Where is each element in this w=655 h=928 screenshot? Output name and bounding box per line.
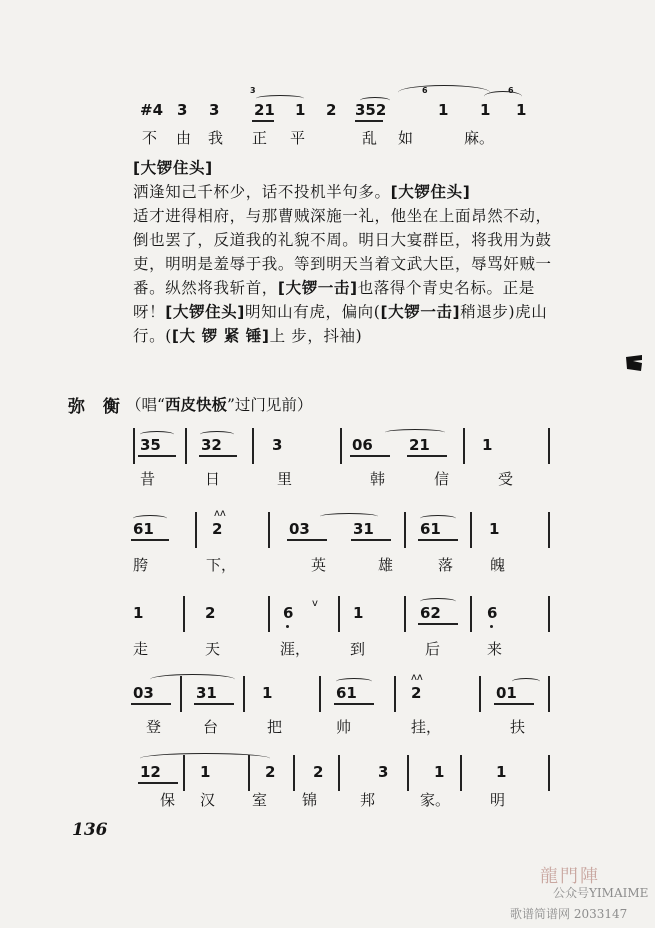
lyric: 把 <box>267 718 283 736</box>
lyric: 涯， <box>280 640 311 658</box>
slur <box>320 513 378 520</box>
low-octave-dot <box>286 625 289 628</box>
lyric: 室 <box>252 791 268 809</box>
lyric: 如 <box>398 129 414 147</box>
barline <box>548 512 550 548</box>
barline <box>338 755 340 791</box>
note: 1 <box>200 763 211 781</box>
slur <box>420 598 456 605</box>
lyric: 由 <box>176 129 192 147</box>
underline <box>355 120 383 122</box>
lyric: 受 <box>498 470 514 488</box>
underline <box>418 623 458 625</box>
lyric: 平 <box>290 129 306 147</box>
underline <box>351 539 391 541</box>
slur <box>512 678 540 685</box>
note: 62 <box>420 604 441 622</box>
slur <box>133 515 167 522</box>
note: 2 <box>326 101 337 119</box>
lyric: 韩 <box>370 470 386 488</box>
barline <box>548 596 550 632</box>
percussion-cue: [大 锣 紧 锤] <box>171 327 270 345</box>
underline <box>199 455 237 457</box>
barline <box>470 596 472 632</box>
note: 21 <box>409 436 430 454</box>
note: 2 <box>411 684 422 702</box>
page-number: 136 <box>72 820 108 840</box>
lyric: 挂， <box>411 718 442 736</box>
narration-text: 稍退步)虎山行。( <box>133 303 548 345</box>
grace-note: 6 <box>508 86 514 95</box>
page-edge-mark-icon <box>624 354 644 372</box>
breath-mark: v <box>312 598 318 609</box>
note: 1 <box>489 520 500 538</box>
lyric: 锦 <box>302 791 318 809</box>
watermark-brand: 龍門陣 <box>540 866 600 887</box>
lyric: 落 <box>438 556 454 574</box>
lyric: 走 <box>133 640 149 658</box>
underline <box>138 455 176 457</box>
note: 1 <box>262 684 273 702</box>
note: 3 <box>209 101 220 119</box>
underline <box>407 455 447 457</box>
note: 3 <box>272 436 283 454</box>
note: 1 <box>482 436 493 454</box>
lyric: 后 <box>425 640 441 658</box>
slur <box>398 85 490 100</box>
note: 2 <box>265 763 276 781</box>
barline <box>463 428 465 464</box>
lyric: 昔 <box>140 470 156 488</box>
lyric: 保 <box>160 791 176 809</box>
barline <box>293 755 295 791</box>
role-name: 弥 衡 <box>68 397 126 417</box>
lyric: 魄 <box>490 556 506 574</box>
note: 32 <box>201 436 222 454</box>
slur <box>385 429 445 436</box>
narration-text: 适才进得相府，与那曹贼深施一礼，他坐在上面昂然不动，倒也罢了，反道我的礼貌不周。明日大宴群臣，将我用为鼓吏，明明是羞辱于我。等到明天当着文武大臣，辱骂奸贼一番。纵然将我斩首， <box>133 207 552 297</box>
note: 1 <box>516 101 527 119</box>
slur <box>336 678 372 685</box>
barline <box>195 512 197 548</box>
percussion-cue: [大锣一击] <box>277 279 358 297</box>
trill-mark: ʌʌ <box>411 672 423 683</box>
note: 31 <box>196 684 217 702</box>
note: 6 <box>487 604 498 622</box>
lyric: 下， <box>206 556 237 574</box>
note: 1 <box>438 101 449 119</box>
low-octave-dot <box>490 625 493 628</box>
lyric: 天 <box>205 640 221 658</box>
slur <box>150 674 235 685</box>
underline <box>418 539 458 541</box>
barline <box>548 676 550 712</box>
note: 1 <box>353 604 364 622</box>
note: 12 <box>140 763 161 781</box>
slur <box>200 431 234 438</box>
lyric: 邦 <box>360 791 376 809</box>
note: 1 <box>496 763 507 781</box>
percussion-cue: [大锣住头] <box>165 303 245 321</box>
note: 2 <box>212 520 223 538</box>
slur <box>256 95 304 102</box>
note: 35 <box>140 436 161 454</box>
lyric: 胯 <box>133 556 149 574</box>
slur <box>360 97 390 104</box>
lyric: 我 <box>208 129 224 147</box>
barline <box>252 428 254 464</box>
watermark-account: 公众号YIMAIME <box>553 886 649 900</box>
narration-text: 明知山有虎，偏向( <box>244 303 381 321</box>
watermark-site: 歌谱简谱网 2033147 <box>510 907 628 921</box>
note: 1 <box>133 604 144 622</box>
lyric: 汉 <box>200 791 216 809</box>
note: 06 <box>352 436 373 454</box>
underline <box>252 120 274 122</box>
grace-note: 3 <box>250 86 256 95</box>
barline <box>470 512 472 548</box>
barline <box>407 755 409 791</box>
note: 1 <box>480 101 491 119</box>
lyric: 里 <box>277 470 293 488</box>
note: 6 <box>283 604 294 622</box>
barline <box>243 676 245 712</box>
underline <box>138 782 178 784</box>
narration-text: 上 步，抖袖) <box>269 327 363 345</box>
narration-text: 也落得个青史名标。正是呀！ <box>133 279 535 321</box>
underline <box>131 539 169 541</box>
direction-open: （唱“ <box>126 396 165 414</box>
lyric: 台 <box>203 718 219 736</box>
note: 31 <box>353 520 374 538</box>
note: 61 <box>420 520 441 538</box>
note: 352 <box>355 101 387 119</box>
lyric: 不 <box>142 129 158 147</box>
note: 2 <box>313 763 324 781</box>
barline <box>340 428 342 464</box>
note: 1 <box>295 101 306 119</box>
slur <box>140 753 270 764</box>
grace-note: 6 <box>422 86 428 95</box>
underline <box>194 703 234 705</box>
note: 1 <box>434 763 445 781</box>
lyric: 扶 <box>510 718 526 736</box>
barline <box>460 755 462 791</box>
narration-line: 洒逢知己千杯少，话不投机半句多。 <box>133 183 391 201</box>
barline <box>479 676 481 712</box>
lyric: 信 <box>434 470 450 488</box>
barline <box>185 428 187 464</box>
slur <box>140 431 174 438</box>
note: 3 <box>177 101 188 119</box>
barline <box>548 755 550 791</box>
barline <box>394 676 396 712</box>
underline <box>350 455 390 457</box>
barline <box>404 596 406 632</box>
lyric: 麻。 <box>464 129 495 147</box>
barline <box>404 512 406 548</box>
underline <box>494 703 534 705</box>
lyric: 家。 <box>420 791 451 809</box>
stage-direction <box>126 393 312 415</box>
underline <box>131 703 171 705</box>
narration-block <box>133 156 553 348</box>
barline <box>183 596 185 632</box>
barline <box>548 428 550 464</box>
underline <box>287 539 327 541</box>
lyric: 雄 <box>378 556 394 574</box>
note: 03 <box>133 684 154 702</box>
lyric: 来 <box>487 640 503 658</box>
underline <box>334 703 374 705</box>
lyric: 明 <box>490 791 506 809</box>
tune-name: 西皮快板 <box>164 396 227 414</box>
barline <box>338 596 340 632</box>
slur <box>420 515 456 522</box>
barline <box>268 512 270 548</box>
percussion-cue: [大锣一击] <box>380 303 461 321</box>
note: #4 <box>140 101 164 119</box>
lyric: 登 <box>146 718 162 736</box>
lyric: 乱 <box>362 129 378 147</box>
note: 2 <box>205 604 216 622</box>
note: 21 <box>254 101 275 119</box>
note: 03 <box>289 520 310 538</box>
note: 01 <box>496 684 517 702</box>
lyric: 英 <box>311 556 327 574</box>
lyric: 正 <box>252 129 268 147</box>
percussion-cue: [大锣住头] <box>133 159 213 177</box>
percussion-cue: [大锣住头] <box>390 183 471 201</box>
lyric: 帅 <box>336 718 352 736</box>
direction-close: ”过门见前） <box>226 396 313 414</box>
note: 61 <box>133 520 154 538</box>
note: 3 <box>378 763 389 781</box>
lyric: 到 <box>350 640 366 658</box>
lyric: 日 <box>205 470 221 488</box>
trill-mark: ʌʌ <box>214 508 226 519</box>
barline <box>268 596 270 632</box>
note: 61 <box>336 684 357 702</box>
barline <box>133 428 135 464</box>
barline <box>319 676 321 712</box>
slur <box>484 91 522 102</box>
